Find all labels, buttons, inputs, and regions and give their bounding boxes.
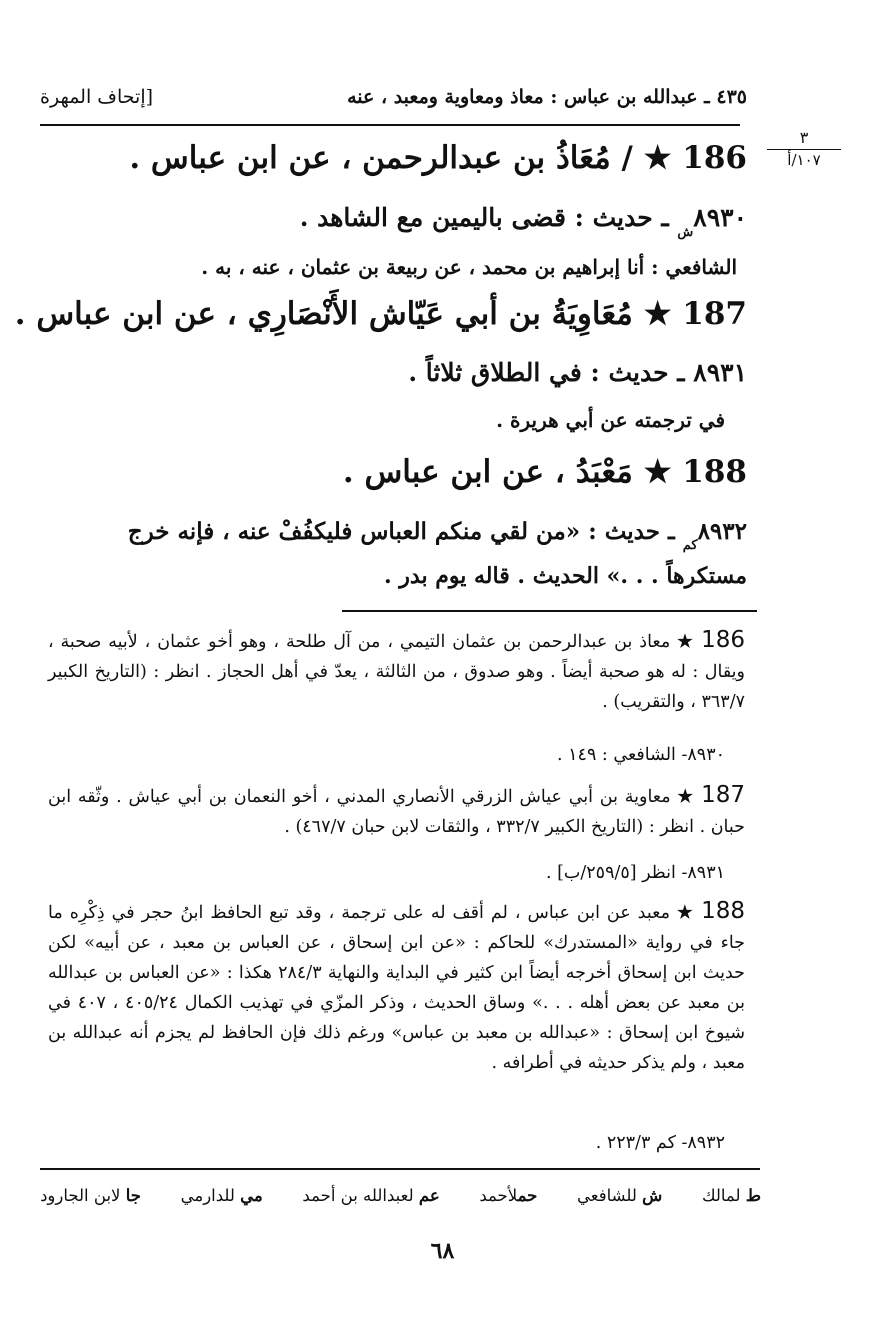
book-title: [إتحاف المهرة [40,86,154,108]
hadith-siglum: ش [677,225,694,240]
entry-name: مَعْبَدُ ، عن ابن عباس . [342,454,633,490]
footnote-rule [342,610,757,612]
entry-number: 188 [682,454,747,490]
hadith-8930-isnad: الشافعي : أنا إبراهيم بن محمد ، عن ربيعة بن عثمان ، عنه ، به . [201,255,737,279]
entry-188 [343,454,747,490]
footnote-number: 188 [701,898,745,924]
footnote-186 [48,625,745,717]
sigla-legend [40,1186,761,1205]
legend-item: ط لمالك [701,1186,761,1205]
margin-folio: ٣ [767,128,841,150]
footnote-ref-8930: ٨٩٣٠- الشافعي : ١٤٩ . [557,745,725,765]
page-header [40,86,747,116]
footnote-number: 186 [701,627,745,653]
legend-rule [40,1168,760,1170]
legend-item: جا لابن الجارود [40,1186,141,1205]
page-number: ٦٨ [430,1238,455,1264]
hadith-8931-detail: في ترجمته عن أبي هريرة . [496,408,725,432]
star-icon: ★ [677,632,695,652]
footnote-text: معاوية بن أبي عياش الزرقي الأنصاري المدني ، أخو النعمان بن أبي عياش . وثّقه ابن حبان . انظر : (التاريخ الكبير ٣٣٢/٧ ، والثقات لابن حبان ٤٦٧/٧) . [48,787,745,837]
legend-item: ش للشافعي [577,1186,663,1205]
legend-item: حملأحمد [479,1186,538,1205]
entry-number: 186 [682,140,747,176]
star-icon: ★ [643,140,672,176]
entry-186 [129,140,747,176]
hadith-8932 [127,518,747,553]
legend-item: مي للدارمي [180,1186,263,1205]
legend-item: عم لعبدالله بن أحمد [302,1186,440,1205]
footnote-ref-8932: ٨٩٣٢- كم ٢٢٣/٣ . [595,1133,725,1153]
star-icon: ★ [676,903,695,923]
footnote-188 [48,896,745,1078]
footnote-187 [48,780,745,842]
hadith-text: ـ حديث : «من لقي منكم العباس فليكفُفْ عنه ، فإنه خرج [127,518,675,545]
footnote-ref-8931: ٨٩٣١- انظر [٢٥٩/٥/ب] . [545,863,725,883]
hadith-siglum: كم [682,538,698,553]
hadith-8930 [299,203,747,240]
star-icon: ★ [643,296,672,332]
star-icon: ★ [677,787,695,807]
entry-number: 187 [682,296,747,332]
footnote-number: 187 [701,782,745,808]
star-icon: ★ [643,454,672,490]
footnote-text: معبد عن ابن عباس ، لم أقف له على ترجمة ، وقد تبع الحافظ ابنُ حجر في ذِكْرِه ما جاء في رواية «المستدرك» للحاكم : «عن ابن إسحاق ، عن العباس بن معبد ، عن أبيه» لكن حديث ابن إسحاق أخرجه أيضاً ابن كثير في البداية والنهاية ٢٨٤/٣ هكذا : «عن العباس بن عبدالله بن معبد عن بعض أهله . . .» وساق الحديث ، وذكر المزّي في تهذيب الكمال ٤٠٥/٢٤ ، ٤٠٧ في شيوخ ابن إسحاق : «عبدالله بن معبد بن عباس» ورغم ذلك فإن الحافظ لم يجزم أنه عبدالله بن معبد ، ولم يذكر حديثه في أطرافه . [48,903,746,1073]
entry-name: / مُعَاذُ بن عبدالرحمن ، عن ابن عباس . [129,140,633,176]
hadith-text: ـ حديث : في الطلاق ثلاثاً . [408,358,685,387]
hadith-text: ـ حديث : قضى باليمين مع الشاهد . [299,203,669,232]
hadith-number: ٨٩٣٢ [697,518,747,545]
entry-187 [15,296,747,332]
hadith-number: ٨٩٣٠ [693,203,747,232]
hadith-8931 [408,358,747,387]
margin-note [767,128,841,170]
hadith-8932-cont: مستكرهاً . . .» الحديث . قاله يوم بدر . [383,563,747,589]
running-head: ٤٣٥ ـ عبدالله بن عباس : معاذ ومعاوية ومعبد ، عنه [347,86,747,108]
header-rule [40,124,740,126]
margin-ref: ١٠٧/أ [787,151,821,169]
footnote-text: معاذ بن عبدالرحمن بن عثمان التيمي ، من آل طلحة ، وهو أخو عثمان ، لأبيه صحبة ، ويقال : له هو صحبة أيضاً . وهو صدوق ، من الثالثة ، يعدّ في أهل الحجاز . انظر : (التاريخ الكبير ٣٦٣/٧ ، والتقريب) . [48,632,745,712]
hadith-number: ٨٩٣١ [693,358,747,387]
entry-name: مُعَاوِيَةُ بن أبي عَيّاش الأَنْصَارِي ، عن ابن عباس . [14,296,633,332]
